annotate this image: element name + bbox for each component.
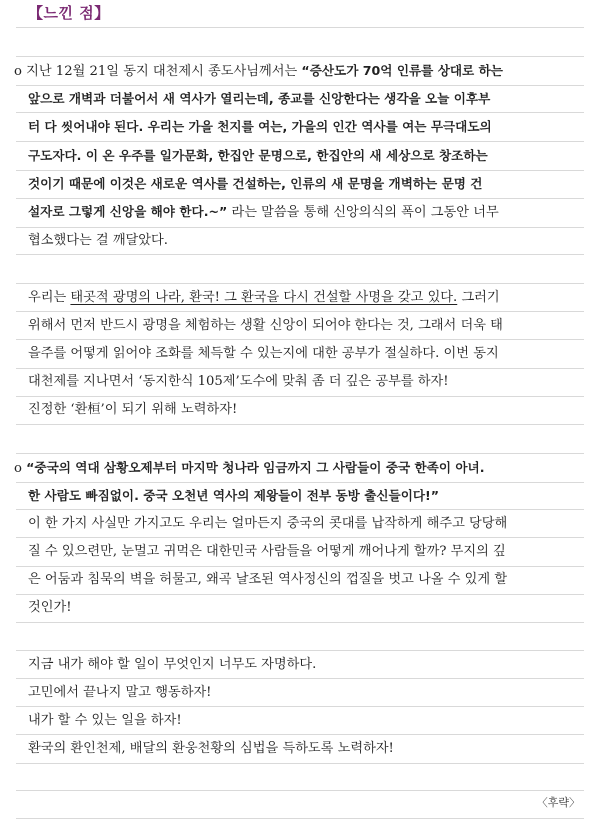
rule-line (16, 56, 584, 57)
rule-line (16, 311, 584, 312)
paragraph-3-line-2: 한 사람도 빠짐없이. 중국 오천년 역사의 제왕들이 전부 동방 출신들이다!” (28, 488, 440, 503)
rule-line (16, 283, 584, 284)
quote-bold: “중국의 역대 삼황오제부터 마지막 청나라 임금까지 그 사람들이 중국 한족이 아녀. (26, 460, 485, 475)
rule-line (16, 227, 584, 228)
text-span: 그러기 (457, 290, 500, 305)
paragraph-2-line-1 (28, 286, 584, 310)
paragraph-1-line-3: 터 다 씻어내야 된다. 우리는 가을 천지를 여는, 가을의 인간 역사를 여는 무극대도의 (28, 119, 492, 134)
rule-line (16, 424, 584, 425)
paragraph-4-line-1: 지금 내가 해야 할 일이 무엇인지 너무도 자명하다. (28, 657, 317, 672)
rule-line (16, 706, 584, 707)
paragraph-2-line-3: 을주를 어떻게 읽어야 조화를 체득할 수 있는지에 대한 공부가 절실하다. 이번 동지 (28, 346, 499, 361)
paragraph-3-line-6: 것인가! (28, 600, 72, 615)
rule-line (16, 141, 584, 142)
paragraph-3-line-1 (14, 456, 584, 480)
paragraph-2-line-2: 위해서 먼저 반드시 광명을 체험하는 생활 신앙이 되어야 한다는 것, 그래서 더욱 태 (28, 318, 503, 333)
rule-line (16, 85, 584, 86)
rule-line (16, 368, 584, 369)
paragraph-2-line-5: 진정한 ‘환桓’이 되기 위해 노력하자! (28, 402, 238, 417)
quote-bold: 설자로 그렇게 신앙을 해야 한다.~” (28, 204, 228, 219)
rule-line (16, 818, 584, 819)
text-span: 우리는 (28, 290, 71, 305)
paragraph-3-line-5: 은 어둠과 침묵의 벽을 허물고, 왜곡 날조된 역사정신의 껍질을 벗고 나올 수 있게 할 (28, 572, 508, 587)
paragraph-1-line-4: 구도자다. 이 온 우주를 일가문화, 한집안 문명으로, 한집안의 새 세상으로 창조하는 (28, 148, 488, 163)
paragraph-1-line-1 (14, 59, 584, 83)
rule-line (16, 790, 584, 791)
paragraph-1-line-2: 앞으로 개벽과 더불어서 새 역사가 열리는데, 종교를 신앙한다는 생각을 오늘 이후부 (28, 91, 491, 106)
rule-line (16, 537, 584, 538)
rule-line (16, 198, 584, 199)
underlined-text: 태곳적 광명의 나라, 환국! 그 환국을 다시 건설할 사명을 갖고 있다. (70, 290, 458, 305)
quote-bold: “증산도가 70억 인류를 상대로 하는 (301, 63, 503, 78)
paragraph-3-line-3: 이 한 가지 사실만 가지고도 우리는 얼마든지 중국의 콧대를 납작하게 해주고 당당해 (28, 516, 508, 531)
rule-line (16, 339, 584, 340)
paragraph-1-line-5: 것이기 때문에 이것은 새로운 역사를 건설하는, 인류의 새 문명을 개벽하는 문명 건 (28, 176, 483, 191)
rule-line (16, 594, 584, 595)
paragraph-4-line-3: 내가 할 수 있는 일을 하자! (28, 713, 182, 728)
rule-line (16, 170, 584, 171)
rule-line (16, 566, 584, 567)
paragraph-1-line-7: 협소했다는 걸 깨달았다. (28, 233, 168, 248)
paragraph-3-line-4: 질 수 있으련만, 눈멀고 귀먹은 대한민국 사람들을 어떻게 깨어나게 할까? 무지의 깊 (28, 544, 506, 559)
text-span: o 지난 12월 21일 동지 대천제시 종도사님께서는 (14, 64, 302, 79)
rule-line (16, 112, 584, 113)
rule-line (16, 396, 584, 397)
paragraph-2-line-4: 대천제를 지나면서 ‘동지한식 105제’도수에 맞춰 좀 더 깊은 공부를 하자! (28, 374, 449, 389)
rule-line (16, 763, 584, 764)
rule-line (16, 622, 584, 623)
rule-line (16, 678, 584, 679)
rule-line (16, 482, 584, 483)
rule-line (16, 27, 584, 28)
paragraph-4-line-2: 고민에서 끝나지 말고 행동하자! (28, 685, 212, 700)
section-heading: 【느낀 점】 (28, 4, 110, 22)
rule-line (16, 734, 584, 735)
paragraph-1-line-6 (28, 200, 584, 224)
rule-line (16, 453, 584, 454)
rule-line (16, 509, 584, 510)
paragraph-4-line-4: 환국의 환인천제, 배달의 환웅천황의 심법을 득하도록 노력하자! (28, 741, 394, 756)
omitted-remainder-mark: 〈후략〉 (536, 796, 580, 809)
text-span: o (14, 461, 27, 476)
rule-line (16, 254, 584, 255)
rule-line (16, 650, 584, 651)
text-span: 라는 말씀을 통해 신앙의식의 폭이 그동안 너무 (227, 205, 499, 220)
